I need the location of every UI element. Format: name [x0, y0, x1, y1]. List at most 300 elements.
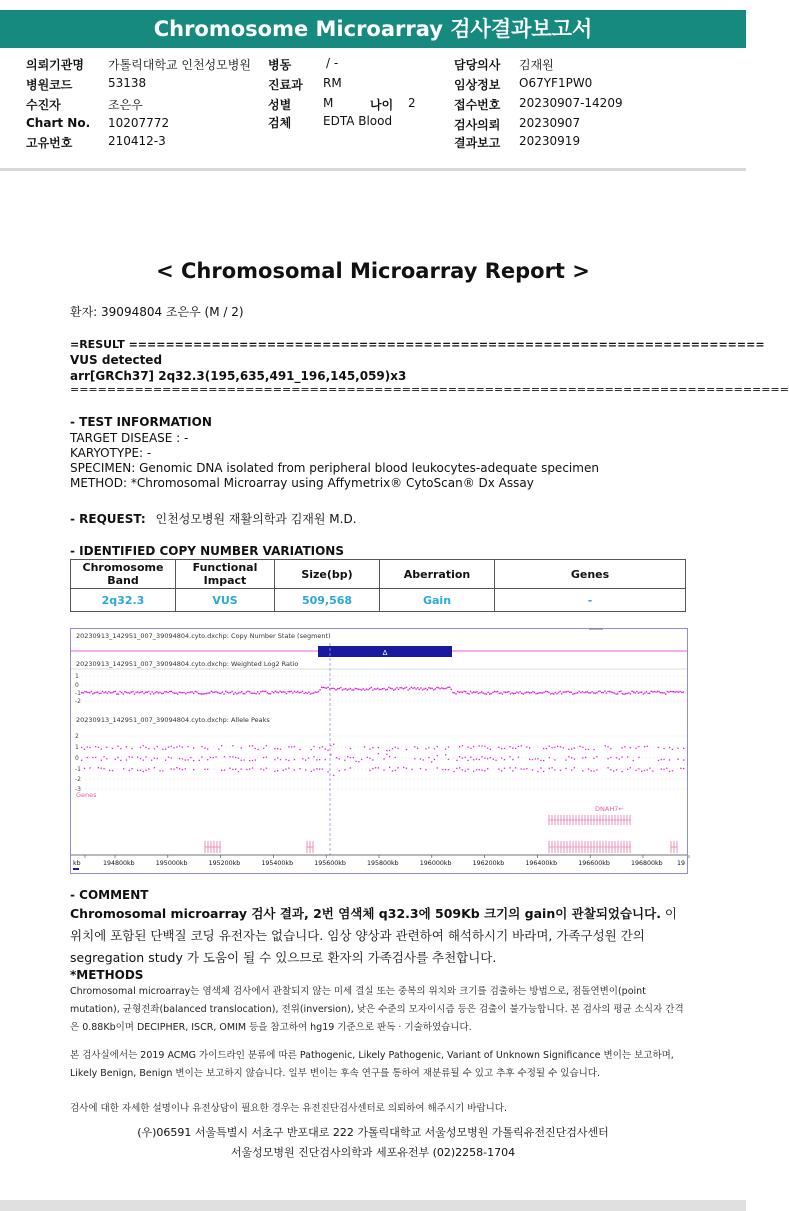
log2-point: [486, 693, 487, 694]
note-counseling: 검사에 대한 자세한 설명이나 유전상담이 필요한 경우는 유전진단검사센터로 의뢰하여 해주시기 바랍니다.: [70, 1103, 508, 1114]
log2-point: [667, 691, 668, 692]
log2-point: [551, 693, 552, 694]
log2-point: [99, 693, 100, 694]
scroll-indicator[interactable]: [73, 868, 79, 870]
log2-point: [332, 688, 333, 689]
allele-point: [434, 748, 435, 749]
allele-point: [235, 769, 236, 770]
allele-point: [311, 749, 312, 750]
allele-point: [89, 747, 90, 748]
allele-point: [509, 767, 510, 768]
log2-point: [156, 691, 157, 692]
allele-point: [456, 760, 457, 761]
allele-point: [224, 769, 225, 770]
log2-point: [276, 691, 277, 692]
log2-point: [300, 692, 301, 693]
log2-point: [307, 693, 308, 694]
log2-point: [635, 692, 636, 693]
allele-point: [459, 746, 460, 747]
x-tick-label: 196200kb: [472, 860, 505, 867]
allele-tick-label: -3: [75, 786, 81, 793]
log2-point: [369, 688, 370, 689]
allele-point: [383, 758, 384, 759]
log2-point: [604, 691, 605, 692]
log2-point: [630, 693, 631, 694]
allele-point: [375, 767, 376, 768]
allele-point: [473, 746, 474, 747]
allele-point: [283, 770, 284, 771]
log2-point: [153, 693, 154, 694]
allele-point: [560, 746, 561, 747]
allele-point: [448, 759, 449, 760]
log2-point: [323, 687, 324, 688]
allele-point: [378, 753, 379, 754]
allele-point: [319, 768, 320, 769]
allele-point: [683, 748, 684, 749]
cnv-title: - IDENTIFIED COPY NUMBER VARIATIONS: [70, 544, 344, 558]
log2-point: [463, 691, 464, 692]
log2-point: [494, 691, 495, 692]
allele-point: [504, 768, 505, 769]
log2-point: [671, 691, 672, 692]
allele-point: [515, 767, 516, 768]
log2-point: [457, 691, 458, 692]
log2-point: [292, 692, 293, 693]
allele-point: [616, 757, 617, 758]
log2-point: [406, 687, 407, 688]
allele-point: [476, 769, 477, 770]
log2-point: [491, 693, 492, 694]
log2-point: [345, 688, 346, 689]
allele-point: [425, 769, 426, 770]
allele-point: [252, 760, 253, 761]
allele-point: [437, 746, 438, 747]
allele-point: [364, 746, 365, 747]
log2-point: [123, 693, 124, 694]
log2-point: [110, 692, 111, 693]
cell-size: 509,568: [275, 589, 380, 612]
log2-point: [526, 692, 527, 693]
allele-point: [176, 767, 177, 768]
footer-department: 서울성모병원 진단검사의학과 세포유전부 (02)2258-1704: [230, 1146, 516, 1159]
allele-point: [372, 759, 373, 760]
log2-point: [606, 692, 607, 693]
log2-point: [339, 688, 340, 689]
allele-point: [145, 756, 146, 757]
allele-point: [112, 748, 113, 749]
cell-genes: -: [495, 589, 686, 612]
allele-point: [565, 759, 566, 760]
allele-point: [669, 771, 670, 772]
log2-point: [409, 688, 410, 689]
allele-point: [98, 747, 99, 748]
allele-point: [563, 747, 564, 748]
log2-point: [367, 689, 368, 690]
log2-point: [492, 692, 493, 693]
allele-point: [277, 770, 278, 771]
allele-point: [84, 768, 85, 769]
log2-point: [119, 691, 120, 692]
allele-point: [187, 759, 188, 760]
footer-address: (우)06591 서울특별시 서초구 반포대로 222 가톨릭대학교 서울성모병원 가톨릭유전진단검사센터: [137, 1126, 609, 1139]
allele-point: [560, 770, 561, 771]
allele-point: [193, 760, 194, 761]
allele-point: [389, 767, 390, 768]
value-department: RM: [323, 76, 342, 90]
log2-point: [462, 692, 463, 693]
allele-point: [417, 748, 418, 749]
log2-point: [543, 692, 544, 693]
log2-point: [623, 693, 624, 694]
log2-point: [182, 692, 183, 693]
log2-point: [281, 692, 282, 693]
log2-point: [195, 691, 196, 692]
allele-point: [218, 748, 219, 749]
log2-point: [97, 691, 98, 692]
allele-point: [361, 759, 362, 760]
allele-point: [126, 746, 127, 747]
label-age: 나이: [370, 98, 394, 112]
log2-point: [475, 692, 476, 693]
log2-point: [211, 691, 212, 692]
log2-point: [337, 688, 338, 689]
allele-point: [162, 749, 163, 750]
log2-point: [647, 693, 648, 694]
log2-point: [513, 693, 514, 694]
x-tick-label: 195800kb: [367, 860, 399, 867]
allele-point: [434, 759, 435, 760]
log2-point: [268, 693, 269, 694]
log2-point: [145, 692, 146, 693]
log2-point: [511, 692, 512, 693]
allele-point: [498, 747, 499, 748]
allele-point: [325, 759, 326, 760]
allele-point: [395, 770, 396, 771]
log2-point: [388, 687, 389, 688]
allele-point: [143, 745, 144, 746]
log2-point: [683, 691, 684, 692]
allele-point: [582, 757, 583, 758]
allele-point: [386, 754, 387, 755]
allele-point: [148, 748, 149, 749]
allele-point: [386, 750, 387, 751]
log2-point: [198, 693, 199, 694]
allele-point: [369, 770, 370, 771]
allele-point: [249, 768, 250, 769]
log2-tick-label: 1: [75, 673, 79, 680]
log2-point: [572, 693, 573, 694]
log2-point: [487, 692, 488, 693]
log2-point: [91, 691, 92, 692]
allele-point: [266, 756, 267, 757]
value-request-date: 20230907: [519, 116, 581, 130]
log2-point: [651, 691, 652, 692]
allele-point: [333, 744, 334, 745]
allele-tick-labels: [75, 733, 687, 793]
allele-point: [473, 771, 474, 772]
log2-point: [412, 688, 413, 689]
allele-point: [487, 768, 488, 769]
label-department: 진료과: [268, 78, 303, 92]
allele-point: [187, 746, 188, 747]
log2-point: [225, 691, 226, 692]
allele-point: [154, 758, 155, 759]
cnv-table-header-row: [71, 560, 686, 589]
allele-point: [448, 769, 449, 770]
log2-point: [523, 693, 524, 694]
allele-point: [473, 759, 474, 760]
log2-point: [550, 693, 551, 694]
log2-point: [222, 691, 223, 692]
allele-point: [397, 748, 398, 749]
allele-point: [355, 761, 356, 762]
report-title: < Chromosomal Microarray Report >: [156, 259, 590, 283]
log2-point: [116, 693, 117, 694]
x-tick-label: 19: [677, 860, 686, 867]
allele-point: [481, 745, 482, 746]
log2-point: [310, 693, 311, 694]
log2-point: [441, 687, 442, 688]
allele-point: [344, 769, 345, 770]
allele-point: [182, 758, 183, 759]
log2-point: [654, 691, 655, 692]
allele-point: [406, 749, 407, 750]
allele-point: [663, 748, 664, 749]
log2-point: [175, 692, 176, 693]
log2-point: [187, 692, 188, 693]
log2-point: [183, 692, 184, 693]
log2-point: [103, 692, 104, 693]
log2-point: [625, 693, 626, 694]
allele-point: [274, 771, 275, 772]
log2-point: [107, 693, 108, 694]
log2-point: [478, 693, 479, 694]
allele-point: [504, 759, 505, 760]
allele-point: [322, 768, 323, 769]
log2-point: [393, 689, 394, 690]
allele-point: [484, 758, 485, 759]
allele-point: [288, 760, 289, 761]
allele-point: [487, 758, 488, 759]
th-size: Size(bp): [275, 560, 380, 589]
allele-point: [168, 757, 169, 758]
log2-point: [236, 693, 237, 694]
log2-point: [460, 691, 461, 692]
log2-point: [294, 691, 295, 692]
allele-point: [369, 748, 370, 749]
label-patient: 수진자: [26, 98, 61, 112]
log2-point: [644, 692, 645, 693]
log2-point: [311, 693, 312, 694]
allele-point: [616, 769, 617, 770]
log2-point: [553, 693, 554, 694]
allele-point: [207, 759, 208, 760]
log2-point: [479, 692, 480, 693]
log2-point: [535, 693, 536, 694]
log2-point: [201, 693, 202, 694]
log2-point: [302, 691, 303, 692]
log2-point: [529, 692, 530, 693]
log2-point: [636, 691, 637, 692]
allele-point: [92, 757, 93, 758]
allele-point: [232, 769, 233, 770]
allele-point: [635, 748, 636, 749]
log2-point: [147, 692, 148, 693]
allele-point: [535, 758, 536, 759]
log2-point: [609, 691, 610, 692]
th-functional-impact: Functional Impact: [176, 560, 275, 589]
allele-point: [193, 747, 194, 748]
allele-point: [420, 758, 421, 759]
value-clinical-info: O67YF1PW0: [519, 76, 593, 90]
cnv-table: [70, 559, 686, 612]
allele-point: [154, 767, 155, 768]
genes-track-label: Genes: [76, 791, 97, 799]
page-bottom-band: [0, 1200, 746, 1211]
log2-point: [668, 692, 669, 693]
log2-point: [603, 692, 604, 693]
allele-point: [308, 757, 309, 758]
allele-point: [347, 756, 348, 757]
allele-point: [185, 768, 186, 769]
log2-point: [447, 687, 448, 688]
value-patient: 조은우: [108, 98, 143, 112]
header-info: [0, 48, 746, 170]
allele-point: [154, 748, 155, 749]
log2-point: [558, 692, 559, 693]
log2-point: [425, 688, 426, 689]
allele-point: [266, 768, 267, 769]
log2-point: [199, 693, 200, 694]
log2-point: [319, 689, 320, 690]
log2-point: [505, 692, 506, 693]
allele-point: [182, 747, 183, 748]
allele-point: [518, 746, 519, 747]
allele-point: [526, 746, 527, 747]
log2-point: [206, 693, 207, 694]
track-log2-label: 20230913_142951_007_39094804.cyto.dxchp: Weighted Log2 Ratio: [76, 660, 299, 668]
allele-point: [157, 758, 158, 759]
log2-point: [185, 693, 186, 694]
log2-point: [134, 693, 135, 694]
label-requesting-institution: 의뢰기관명: [26, 58, 84, 72]
allele-point: [585, 749, 586, 750]
allele-point: [302, 758, 303, 759]
log2-point: [521, 693, 522, 694]
allele-point: [358, 761, 359, 762]
allele-point: [255, 759, 256, 760]
allele-point: [103, 768, 104, 769]
log2-point: [84, 691, 85, 692]
allele-point: [288, 767, 289, 768]
allele-point: [641, 770, 642, 771]
allele-point: [173, 769, 174, 770]
log2-point: [499, 693, 500, 694]
log2-point: [577, 692, 578, 693]
log2-point: [590, 692, 591, 693]
allele-point: [627, 756, 628, 757]
allele-point: [529, 759, 530, 760]
value-sex: M: [323, 96, 334, 110]
log2-point: [124, 691, 125, 692]
log2-point: [342, 689, 343, 690]
allele-point: [406, 768, 407, 769]
x-tick-label: 196400kb: [525, 860, 558, 867]
log2-point: [390, 688, 391, 689]
log2-point: [398, 689, 399, 690]
log2-point: [196, 691, 197, 692]
log2-point: [622, 693, 623, 694]
log2-point: [267, 692, 268, 693]
x-tick-label: 195600kb: [314, 860, 346, 867]
label-hospital-code: 병원코드: [26, 78, 73, 92]
allele-point: [221, 745, 222, 746]
allele-point: [647, 769, 648, 770]
log2-point: [92, 693, 93, 694]
log2-point: [476, 691, 477, 692]
log2-point: [439, 688, 440, 689]
log2-point: [471, 692, 472, 693]
allele-point: [179, 758, 180, 759]
log2-point: [673, 691, 674, 692]
log2-point: [596, 692, 597, 693]
log2-point: [438, 687, 439, 688]
allele-point: [285, 768, 286, 769]
log2-point: [351, 689, 352, 690]
label-unique-no: 고유번호: [26, 136, 73, 150]
allele-point: [554, 769, 555, 770]
log2-point: [399, 687, 400, 688]
log2-point: [595, 692, 596, 693]
allele-point: [339, 758, 340, 759]
log2-point: [423, 688, 424, 689]
allele-point: [540, 767, 541, 768]
log2-point: [251, 693, 252, 694]
allele-point: [501, 757, 502, 758]
allele-point: [495, 760, 496, 761]
gain-segment-symbol: Δ: [382, 649, 388, 657]
log2-point: [508, 691, 509, 692]
log2-point: [223, 693, 224, 694]
allele-point: [638, 757, 639, 758]
allele-point: [316, 759, 317, 760]
log2-point: [527, 692, 528, 693]
allele-point: [428, 757, 429, 758]
allele-point: [173, 747, 174, 748]
log2-point: [278, 692, 279, 693]
allele-point: [543, 760, 544, 761]
log2-point: [542, 692, 543, 693]
allele-point: [325, 748, 326, 749]
allele-point: [582, 770, 583, 771]
allele-point: [546, 748, 547, 749]
allele-point: [241, 760, 242, 761]
value-accession-no: 20230907-14209: [519, 96, 623, 110]
th-genes: Genes: [495, 560, 686, 589]
log2-point: [238, 692, 239, 693]
log2-point: [679, 691, 680, 692]
label-ward: 병동: [268, 58, 292, 72]
allele-point: [571, 757, 572, 758]
allele-point: [224, 756, 225, 757]
log2-point: [382, 688, 383, 689]
label-chart-no: Chart No.: [26, 116, 91, 130]
allele-point: [112, 770, 113, 771]
allele-point: [159, 770, 160, 771]
log2-point: [422, 689, 423, 690]
log2-point: [219, 693, 220, 694]
log2-point: [379, 689, 380, 690]
